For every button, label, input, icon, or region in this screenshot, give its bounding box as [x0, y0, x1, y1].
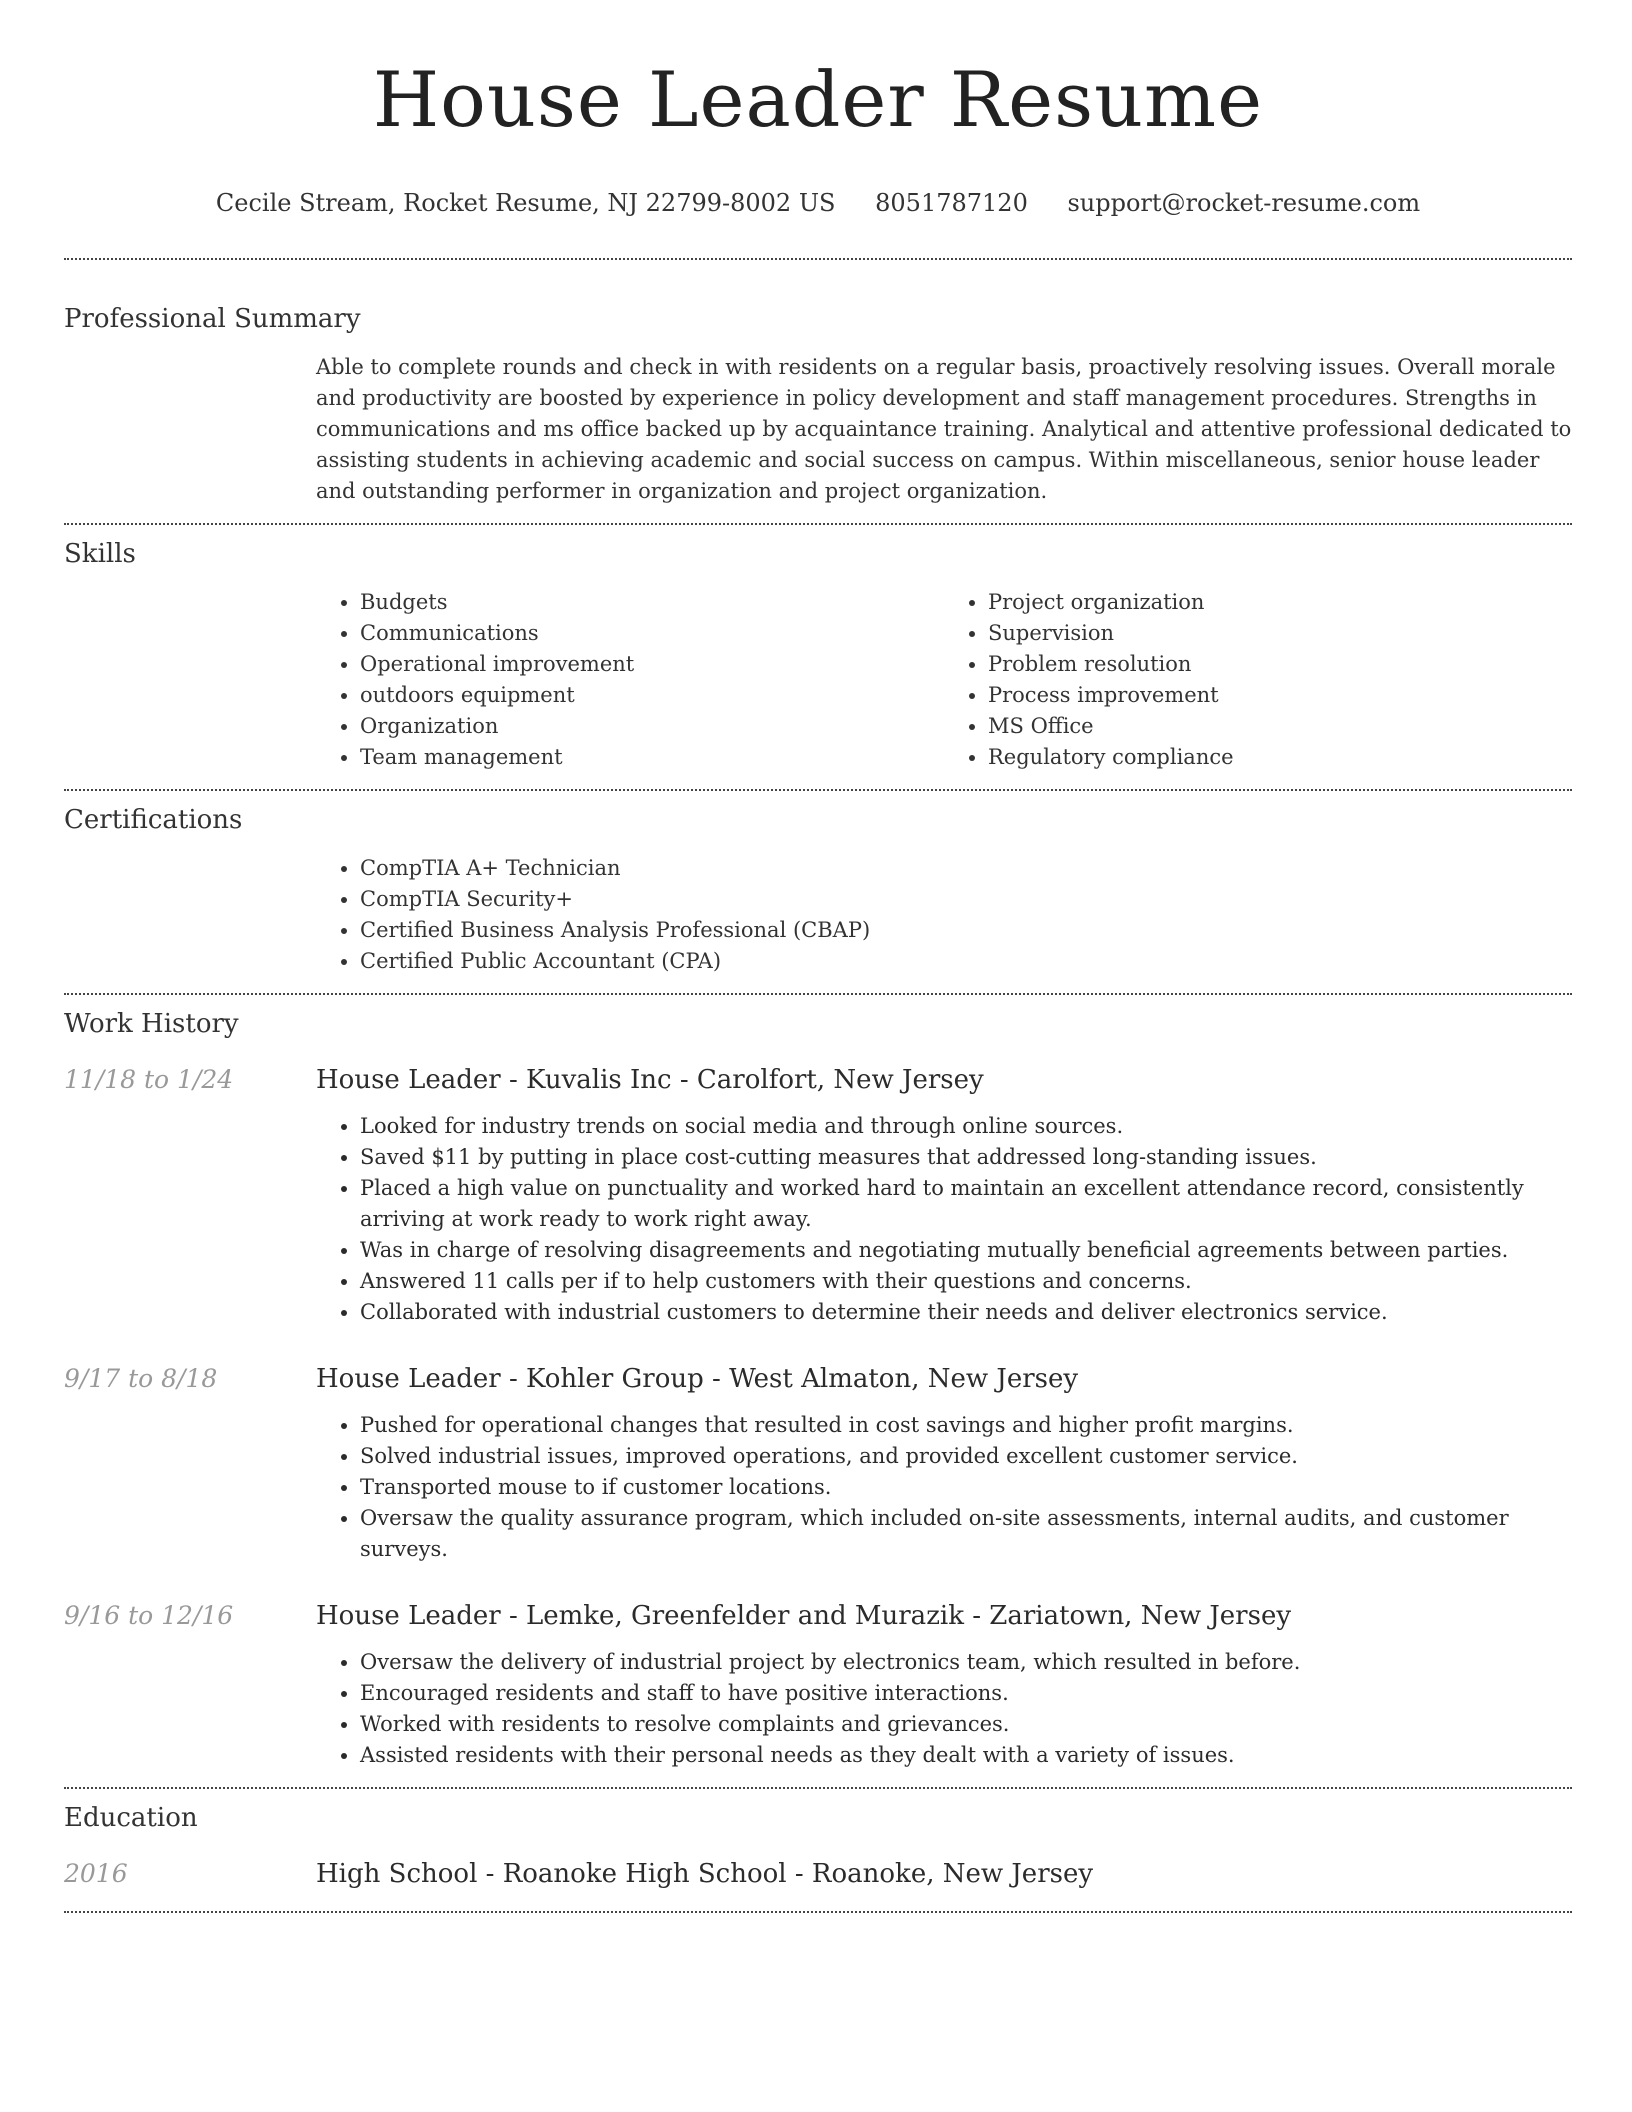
- page-title: House Leader Resume: [372, 55, 1264, 144]
- list-item: • Was in charge of resolving disagreements and negotiating mutually beneficial agreements between parties.: [360, 1235, 1572, 1266]
- job-dates: 9/17 to 8/18: [64, 1364, 218, 1393]
- list-item: • Certified Business Analysis Professional (CBAP): [360, 915, 1572, 946]
- list-item: • CompTIA Security+: [360, 884, 1572, 915]
- list-item: • MS Office: [988, 711, 1572, 742]
- divider: [64, 258, 1572, 260]
- certifications-section: [64, 803, 1572, 977]
- education-header: [64, 1857, 1572, 1891]
- list-item: • Placed a high value on punctuality and worked hard to maintain an excellent attendance record, consistently arriving at work ready to work right away.: [360, 1173, 1572, 1235]
- contact-phone: 8051787120: [875, 189, 1028, 217]
- job-dates: 11/18 to 1/24: [64, 1065, 234, 1094]
- summary-text: Able to complete rounds and check in with residents on a regular basis, proactively resolving issues. Overall morale and productivity are boosted by experience in policy development and staff management procedures. Strengths in communications and ms office backed up by acquaintance training. Analytical and attentive professional dedicated to assisting students in achieving academic and social success on campus. Within miscellaneous, senior house leader and outstanding performer in organization and project organization.: [316, 355, 1572, 503]
- divider: [64, 993, 1572, 995]
- list-item: • Oversaw the delivery of industrial project by electronics team, which resulted in before.: [360, 1647, 1572, 1678]
- work-history-section: [64, 1007, 1572, 1771]
- skills-section: [64, 537, 1572, 773]
- divider: [64, 523, 1572, 525]
- job-title: House Leader - Lemke, Greenfelder and Murazik - Zariatown, New Jersey: [316, 1601, 1292, 1631]
- list-item: • Certified Public Accountant (CPA): [360, 946, 1572, 977]
- list-item: • Pushed for operational changes that resulted in cost savings and higher profit margins.: [360, 1410, 1572, 1441]
- divider: [64, 1787, 1572, 1789]
- skills-list: [316, 587, 1572, 773]
- certifications-list: [316, 853, 1572, 977]
- list-item: • Looked for industry trends on social media and through online sources.: [360, 1111, 1572, 1142]
- job-header: [64, 1599, 1572, 1633]
- education-year: 2016: [64, 1859, 128, 1888]
- job-bullets: [316, 1410, 1572, 1565]
- job-entry: [64, 1063, 1572, 1328]
- list-item: • Supervision: [988, 618, 1572, 649]
- list-item: • Project organization: [988, 587, 1572, 618]
- job-dates: 9/16 to 12/16: [64, 1601, 234, 1630]
- list-item: • CompTIA A+ Technician: [360, 853, 1572, 884]
- list-item: • Solved industrial issues, improved operations, and provided excellent customer service.: [360, 1441, 1572, 1472]
- job-title: House Leader - Kohler Group - West Almaton, New Jersey: [316, 1364, 1079, 1394]
- education-entry: [64, 1857, 1572, 1891]
- summary-section: [64, 302, 1572, 507]
- divider: [64, 789, 1572, 791]
- list-item: • Saved $11 by putting in place cost-cutting measures that addressed long-standing issues.: [360, 1142, 1572, 1173]
- job-title: House Leader - Kuvalis Inc - Carolfort, New Jersey: [316, 1065, 984, 1095]
- list-item: • Team management: [360, 742, 944, 773]
- list-item: • Problem resolution: [988, 649, 1572, 680]
- education-section: [64, 1801, 1572, 1891]
- list-item: • Operational improvement: [360, 649, 944, 680]
- list-item: • Organization: [360, 711, 944, 742]
- list-item: • Assisted residents with their personal needs as they dealt with a variety of issues.: [360, 1740, 1572, 1771]
- section-heading-work-history: Work History: [64, 1009, 239, 1039]
- list-item: • Encouraged residents and staff to have positive interactions.: [360, 1678, 1572, 1709]
- certifications-items: [316, 853, 1572, 977]
- list-item: • Collaborated with industrial customers to determine their needs and deliver electronics service.: [360, 1297, 1572, 1328]
- resume-page: [64, 0, 1572, 1913]
- job-bullets: [316, 1111, 1572, 1328]
- education-title: High School - Roanoke High School - Roanoke, New Jersey: [316, 1859, 1094, 1889]
- list-item: • outdoors equipment: [360, 680, 944, 711]
- job-header: [64, 1063, 1572, 1097]
- list-item: • Regulatory compliance: [988, 742, 1572, 773]
- contact-address: Cecile Stream, Rocket Resume, NJ 22799-8002 US: [215, 189, 836, 217]
- list-item: • Process improvement: [988, 680, 1572, 711]
- section-heading-education: Education: [64, 1803, 198, 1833]
- list-item: • Communications: [360, 618, 944, 649]
- job-header: [64, 1362, 1572, 1396]
- list-item: • Answered 11 calls per if to help customers with their questions and concerns.: [360, 1266, 1572, 1297]
- contact-email: support@rocket-resume.com: [1067, 189, 1421, 217]
- list-item: • Worked with residents to resolve complaints and grievances.: [360, 1709, 1572, 1740]
- skills-column-left: [316, 587, 944, 773]
- section-heading-skills: Skills: [64, 539, 136, 569]
- section-heading-summary: Professional Summary: [64, 304, 361, 334]
- list-item: • Budgets: [360, 587, 944, 618]
- list-item: • Transported mouse to if customer locations.: [360, 1472, 1572, 1503]
- section-heading-certifications: Certifications: [64, 805, 243, 835]
- job-entry: [64, 1362, 1572, 1565]
- list-item: • Oversaw the quality assurance program, which included on-site assessments, internal audits, and customer surveys.: [360, 1503, 1572, 1565]
- skills-column-right: [944, 587, 1572, 773]
- contact-line: [64, 186, 1572, 220]
- job-bullets: [316, 1647, 1572, 1771]
- job-entry: [64, 1599, 1572, 1771]
- divider: [64, 1911, 1572, 1913]
